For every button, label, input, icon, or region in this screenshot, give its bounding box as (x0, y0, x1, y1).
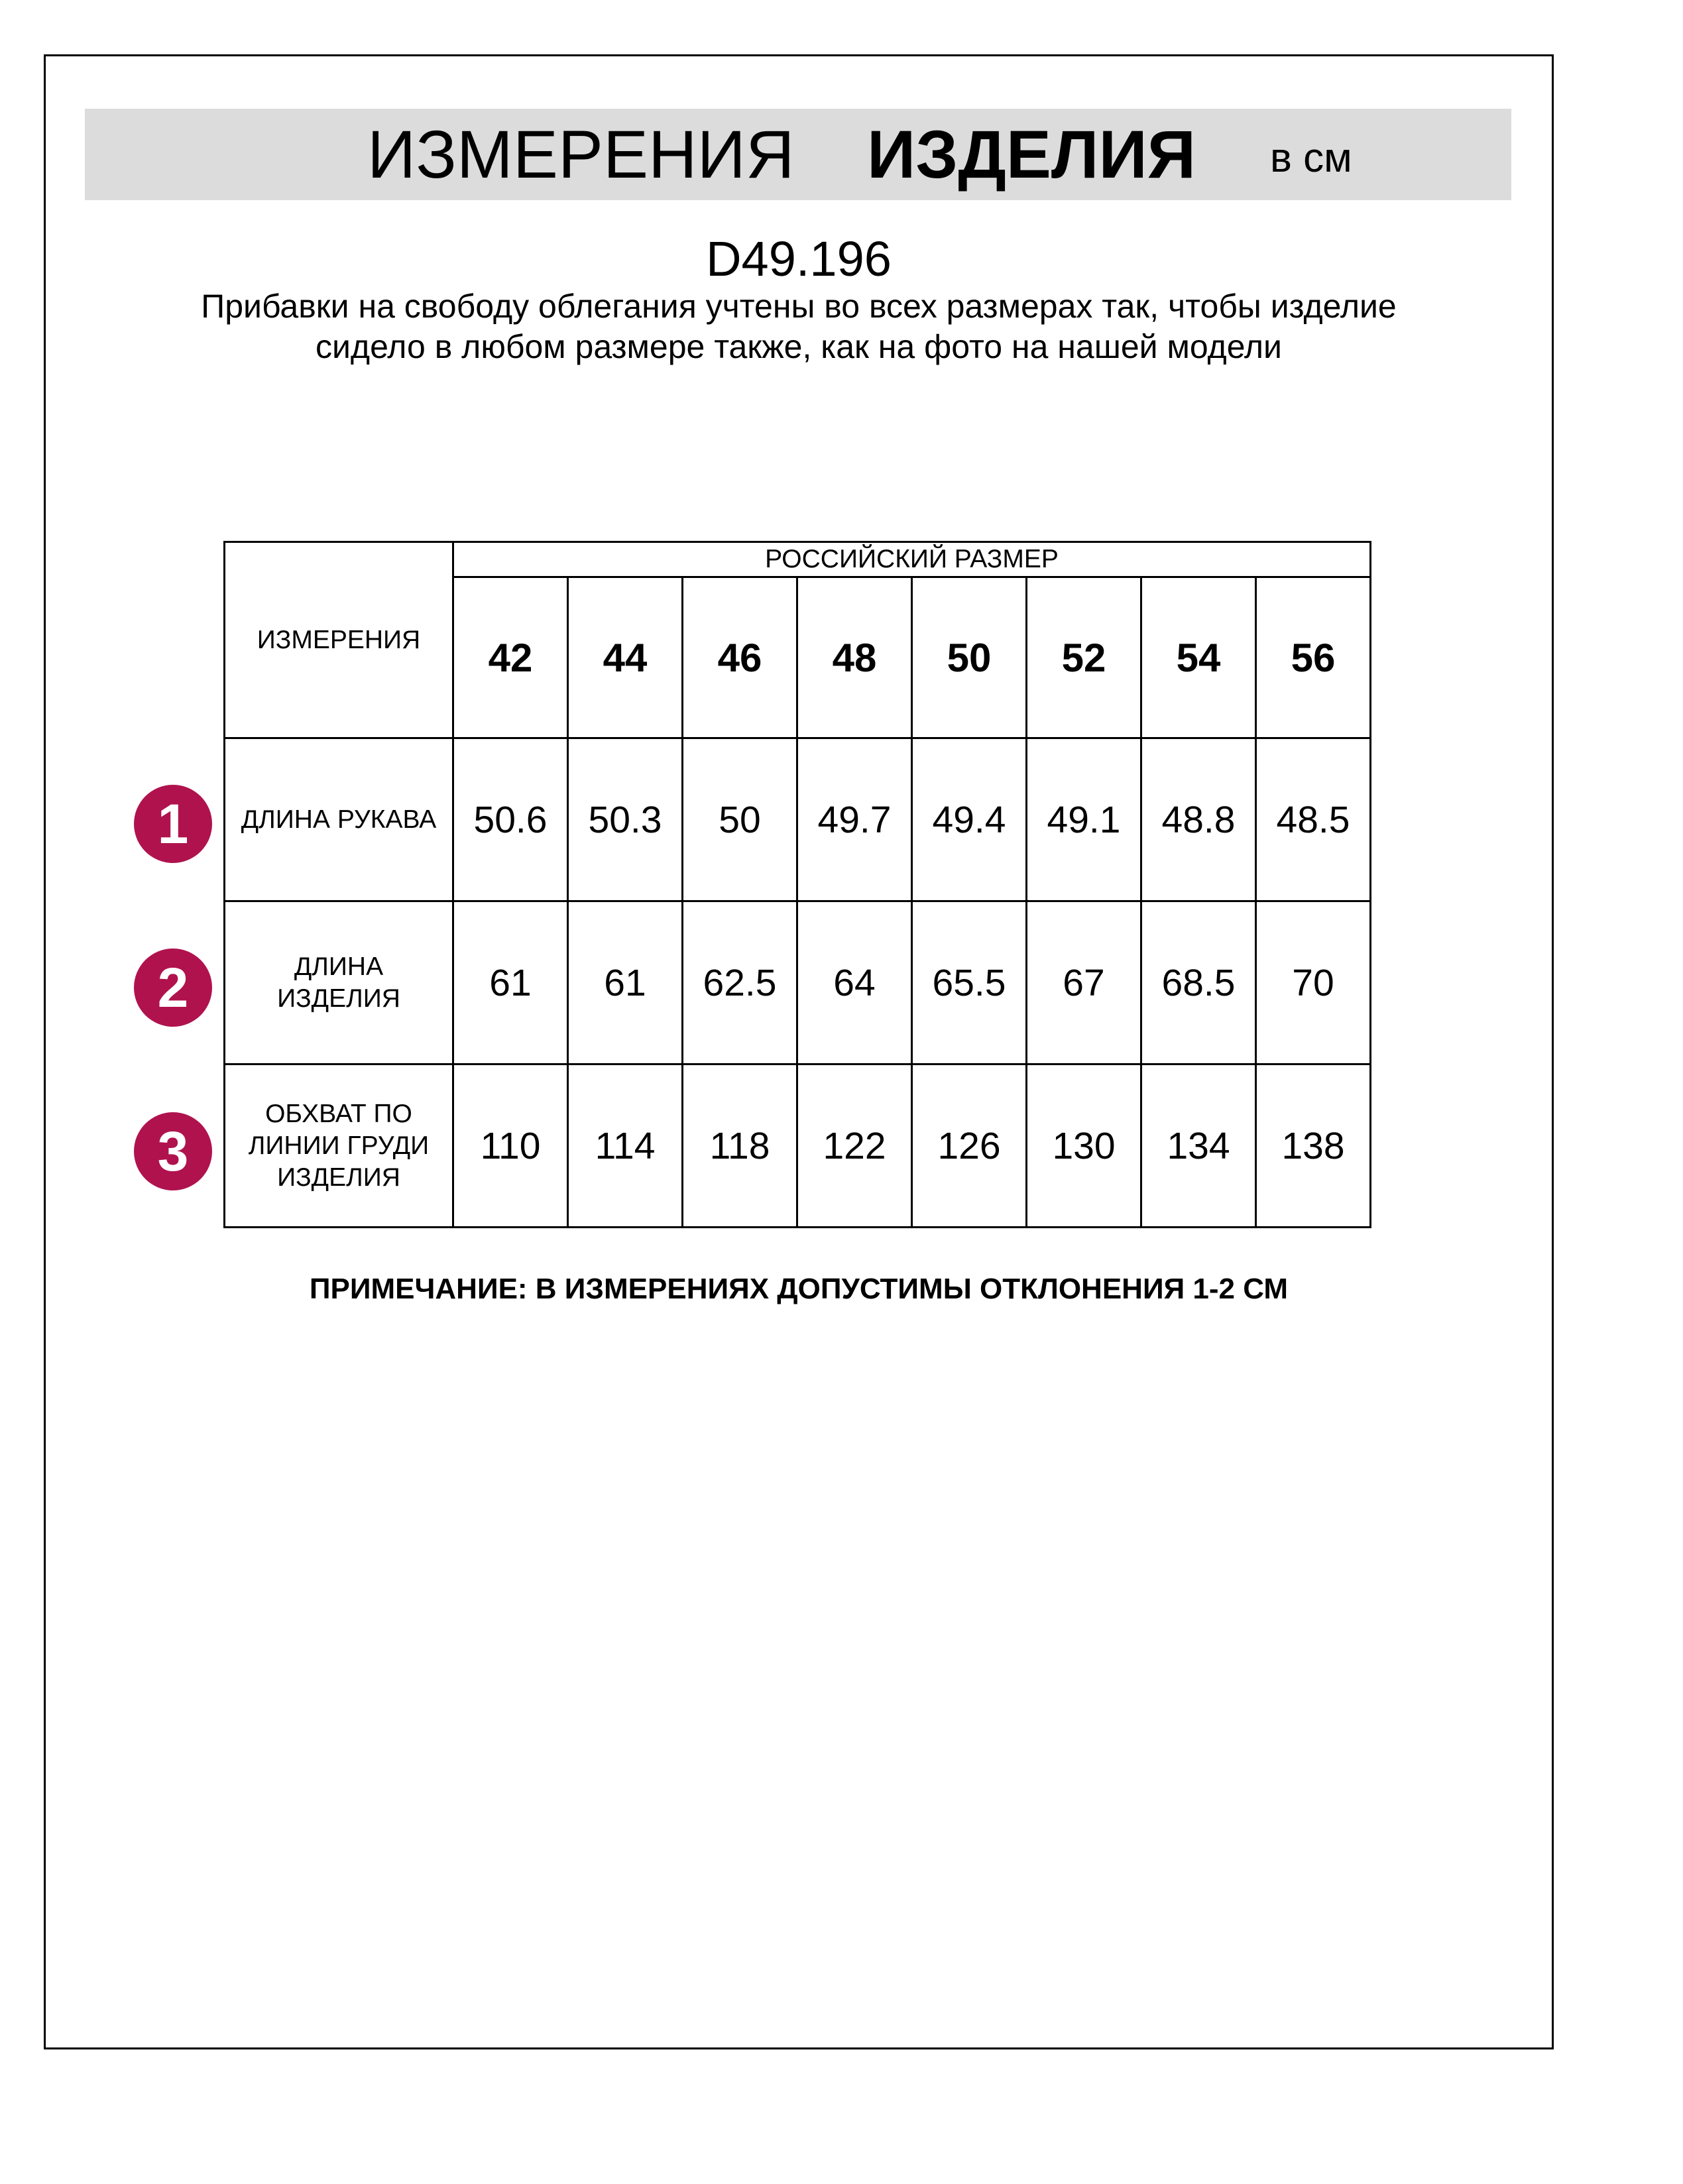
tolerance-footnote: ПРИМЕЧАНИЕ: В ИЗМЕРЕНИЯХ ДОПУСТИМЫ ОТКЛОНЕНИЯ 1-2 СМ (309, 1273, 1289, 1305)
title-unit: в см (1270, 135, 1352, 181)
header-measurement: ИЗМЕРЕНИЯ (225, 542, 453, 738)
title-bar (85, 109, 1511, 200)
title-measurements: ИЗМЕРЕНИЯ (367, 117, 795, 192)
table-cell: 118 (683, 1064, 797, 1228)
table-cell: 61 (568, 901, 683, 1064)
size-header: 42 (453, 577, 568, 738)
size-table (223, 541, 1371, 1228)
table-cell: 49.7 (797, 738, 912, 901)
size-header: 44 (568, 577, 683, 738)
table-cell: 138 (1256, 1064, 1371, 1228)
table-cell: 49.1 (1027, 738, 1141, 901)
table-cell: 61 (453, 901, 568, 1064)
table-cell: 130 (1027, 1064, 1141, 1228)
table-cell: 49.4 (912, 738, 1027, 901)
table-row (225, 738, 1371, 901)
table-cell: 65.5 (912, 901, 1027, 1064)
fit-note: Прибавки на свободу облегания учтены во всех размерах так, чтобы изделие сидело в любом размере также, как на фото на нашей модели (201, 288, 1397, 365)
table-cell: 48.8 (1141, 738, 1256, 901)
row-label-chest-girth: ОБХВАТ ПО ЛИНИИ ГРУДИ ИЗДЕЛИЯ (225, 1064, 453, 1228)
table-row (225, 1064, 1371, 1228)
size-header: 46 (683, 577, 797, 738)
size-header: 54 (1141, 577, 1256, 738)
row-label-sleeve-length: ДЛИНА РУКАВА (225, 738, 453, 901)
table-row (225, 901, 1371, 1064)
table-cell: 50 (683, 738, 797, 901)
table-cell: 50.3 (568, 738, 683, 901)
size-header: 52 (1027, 577, 1141, 738)
title-product: ИЗДЕЛИЯ (867, 117, 1196, 192)
table-cell: 67 (1027, 901, 1141, 1064)
badge-number-3-icon: 3 (134, 1112, 212, 1190)
table-cell: 64 (797, 901, 912, 1064)
size-header: 48 (797, 577, 912, 738)
product-code: D49.196 (706, 231, 892, 286)
size-header: 50 (912, 577, 1027, 738)
table-cell: 70 (1256, 901, 1371, 1064)
table-cell: 134 (1141, 1064, 1256, 1228)
table-cell: 122 (797, 1064, 912, 1228)
badge-number-1-icon: 1 (134, 785, 212, 863)
table-cell: 62.5 (683, 901, 797, 1064)
table-cell: 48.5 (1256, 738, 1371, 901)
table-cell: 50.6 (453, 738, 568, 901)
row-label-garment-length: ДЛИНА ИЗДЕЛИЯ (225, 901, 453, 1064)
table-cell: 110 (453, 1064, 568, 1228)
badge-number-2-icon: 2 (134, 948, 212, 1027)
header-russian-size: РОССИЙСКИЙ РАЗМЕР (453, 542, 1371, 577)
size-header: 56 (1256, 577, 1371, 738)
table-cell: 114 (568, 1064, 683, 1228)
table-cell: 126 (912, 1064, 1027, 1228)
table-cell: 68.5 (1141, 901, 1256, 1064)
